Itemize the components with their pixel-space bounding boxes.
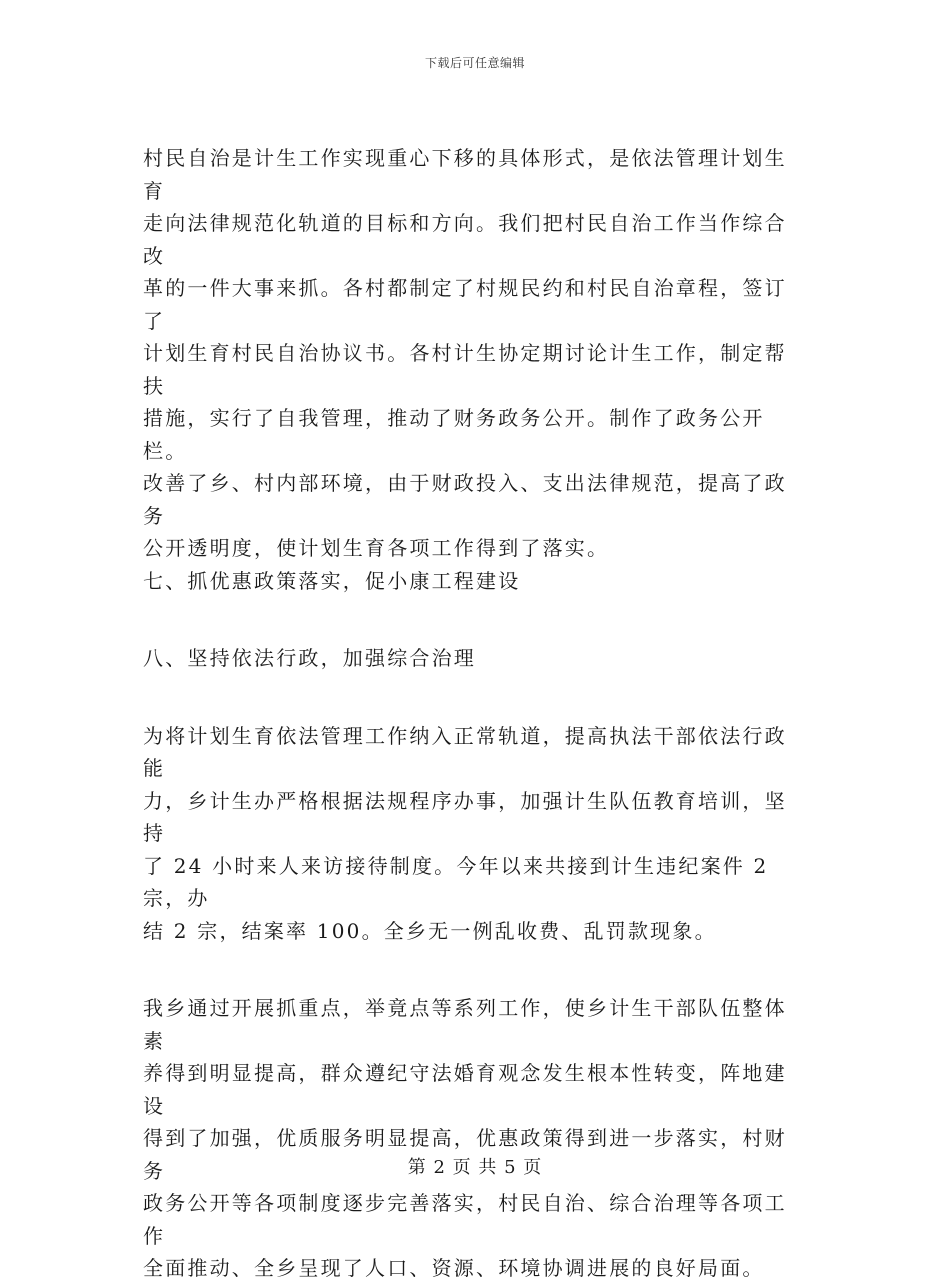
text-line: 我乡通过开展抓重点，举竟点等系列工作，使乡计生干部队伍整体素 <box>143 996 787 1053</box>
text-line: 走向法律规范化轨道的目标和方向。我们把村民自治工作当作综合改 <box>143 211 787 268</box>
text-line: 全面推动、全乡呈现了人口、资源、环境协调进展的良好局面。 <box>143 1256 765 1280</box>
text-line: 了 24 小时来人来访接待制度。今年以来共接到计生违纪案件 2 宗，办 <box>143 853 769 910</box>
text-line: 措施，实行了自我管理，推动了财务政务公开。制作了政务公开栏。 <box>143 406 765 463</box>
text-line: 政务公开等各项制度逐步完善落实，村民自治、综合治理等各项工作 <box>143 1191 787 1248</box>
section-heading-7: 七、抓优惠政策落实，促小康工程建设 <box>143 568 521 593</box>
text-line: 改善了乡、村内部环境，由于财政投入、支出法律规范，提高了政务 <box>143 471 787 528</box>
text-line: 得到了加强，优质服务明显提高，优惠政策得到进一步落实，村财务 <box>143 1126 787 1183</box>
paragraph-law-enforcement <box>143 720 808 948</box>
text-line: 结 2 宗，结案率 100。全乡无一例乱收费、乱罚款现象。 <box>143 918 717 943</box>
document-body <box>143 142 808 1285</box>
text-line: 村民自治是计生工作实现重心下移的具体形式，是依法管理计划生育 <box>143 146 787 203</box>
paragraph-summary <box>143 992 808 1285</box>
text-line: 革的一件大事来抓。各村都制定了村规民约和村民自治章程，签订了 <box>143 276 787 333</box>
page-header-note: 下载后可任意编辑 <box>424 56 525 70</box>
text-line: 养得到明显提高，群众遵纪守法婚育观念发生根本性转变，阵地建设 <box>143 1061 787 1118</box>
text-line: 力，乡计生办严格根据法规程序办事，加强计生队伍教育培训，坚持 <box>143 788 787 845</box>
page-number-footer: 第 2 页 共 5 页 <box>407 1157 543 1178</box>
text-line: 公开透明度，使计划生育各项工作得到了落实。 <box>143 536 610 560</box>
section-heading-8: 八、坚持依法行政，加强综合治理 <box>143 646 476 670</box>
paragraph-village-autonomy <box>143 142 808 565</box>
text-line: 为将计划生育依法管理工作纳入正常轨道，提高执法干部依法行政能 <box>143 723 787 780</box>
text-line: 计划生育村民自治协议书。各村计生协定期讨论计生工作，制定帮扶 <box>143 341 787 398</box>
